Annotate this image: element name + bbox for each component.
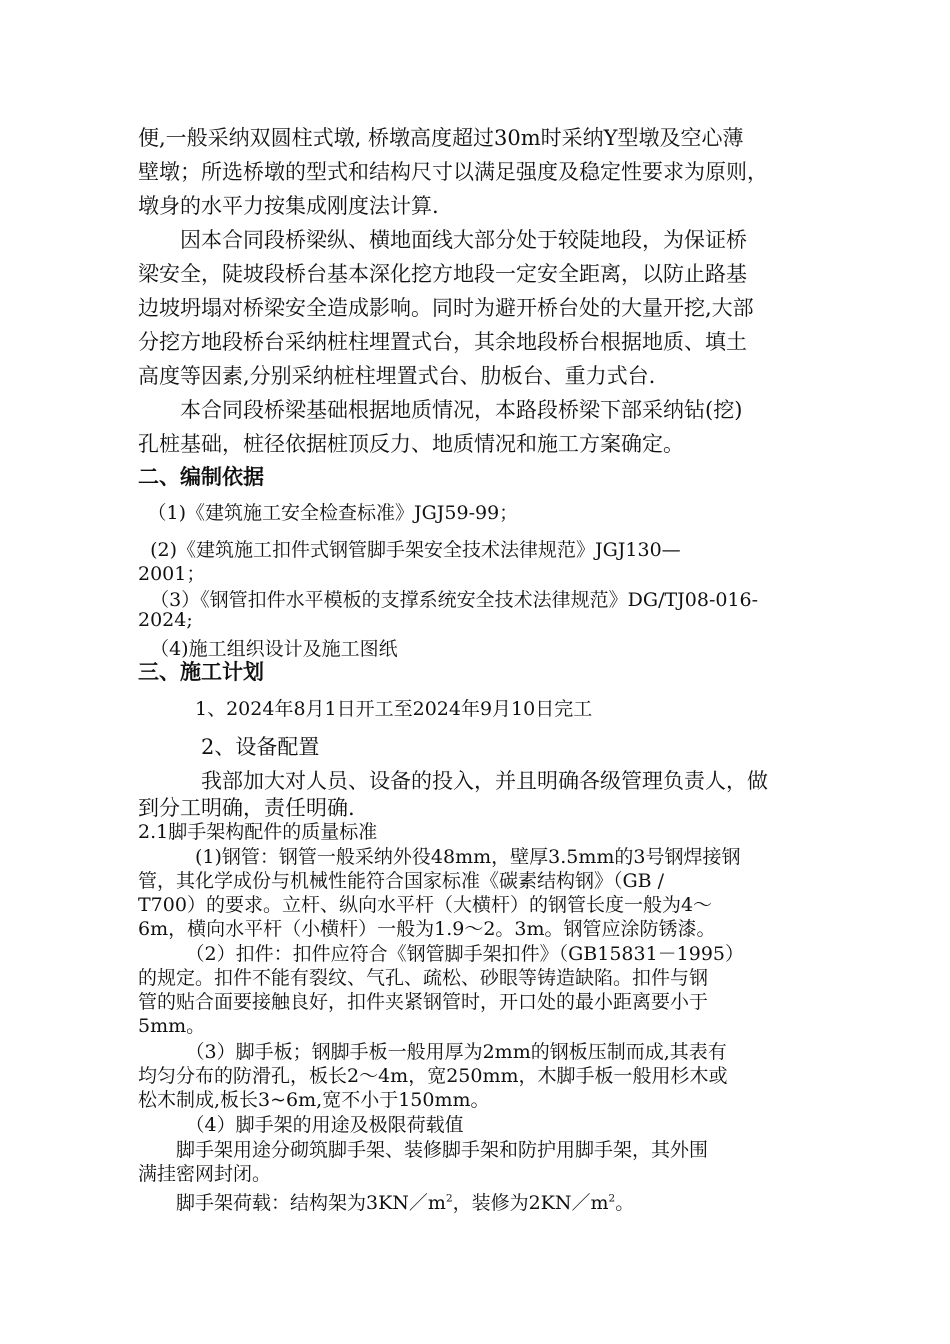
- paragraph-line: 5mm。: [138, 1015, 206, 1037]
- load-text: ，装修为2KN／m: [452, 1192, 609, 1214]
- paragraph-line: （3）脚手板；钢脚手板一般用厚为2mm的钢板压制而成,其表有: [138, 1041, 727, 1063]
- sub-heading: 2.1脚手架构配件的质量标准: [138, 821, 378, 843]
- paragraph-line: 脚手架用途分砌筑脚手架、装修脚手架和防护用脚手架，其外围: [138, 1139, 709, 1161]
- paragraph-line: （2）扣件：扣件应符合《钢管脚手架扣件》（GB15831－1995）: [138, 943, 745, 965]
- paragraph-line: T700）的要求。立杆、纵向水平杆（大横杆）的钢管长度一般为4～: [138, 894, 713, 916]
- paragraph-line: 满挂密网封闭。: [138, 1163, 272, 1185]
- paragraph-line: 边坡坍塌对桥梁安全造成影响。同时为避开桥台处的大量开挖,大部: [138, 296, 754, 320]
- reference-item: 2024;: [138, 609, 193, 631]
- paragraph-line: 我部加大对人员、设备的投入，并且明确各级管理负责人，做: [138, 769, 768, 793]
- paragraph-line: 松木制成,板长3~6m,宽不小于150mm。: [138, 1089, 490, 1111]
- schedule-line: 1、2024年8月1日开工至2024年9月10日完工: [138, 698, 593, 720]
- load-line: [138, 1188, 634, 1215]
- reference-item: (2)《建筑施工扣件式钢管脚手架安全技术法律规范》JGJ130—: [138, 539, 681, 561]
- reference-item: （3）《钢管扣件水平模板的支撑系统安全技术法律规范》DG/TJ08-016-: [138, 589, 759, 611]
- load-text: 。: [615, 1192, 635, 1214]
- paragraph-line: 墩身的水平力按集成刚度法计算.: [138, 194, 439, 218]
- load-text: 脚手架荷载：结构架为3KN／m: [138, 1192, 446, 1214]
- paragraph-line: 便,一般采纳双圆柱式墩, 桥墩高度超过30m时采纳Y型墩及空心薄: [138, 126, 744, 150]
- paragraph-line: 孔桩基础，桩径依据桩顶反力、地质情况和施工方案确定。: [138, 432, 684, 456]
- equipment-title: 2、设备配置: [138, 735, 320, 759]
- reference-item: （4)施工组织设计及施工图纸: [138, 638, 398, 660]
- paragraph-line: 本合同段桥梁基础根据地质情况，本路段桥梁下部采纳钻(挖): [138, 398, 743, 422]
- reference-item: 2001；: [138, 563, 206, 585]
- paragraph-line: 均匀分布的防滑孔，板长2～4m，宽250mm，木脚手板一般用杉木或: [138, 1065, 728, 1087]
- paragraph-line: 管，其化学成份与机械性能符合国家标准《碳素结构钢》（GB /: [138, 870, 665, 892]
- paragraph-line: 的规定。扣件不能有裂纹、气孔、疏松、砂眼等铸造缺陷。扣件与钢: [138, 967, 709, 989]
- paragraph-line: 6m，横向水平杆（小横杆）一般为1.9～2。3m。钢管应涂防锈漆。: [138, 918, 716, 940]
- section-heading: 三、施工计划: [138, 660, 264, 684]
- reference-item: （1)《建筑施工安全检查标准》JGJ59-99；: [138, 502, 519, 524]
- paragraph-line: 因本合同段桥梁纵、横地面线大部分处于较陡地段，为保证桥: [138, 228, 747, 252]
- paragraph-line: 高度等因素,分别采纳桩柱埋置式台、肋板台、重力式台.: [138, 364, 656, 388]
- superscript: 2: [445, 1192, 453, 1205]
- paragraph-line: 管的贴合面要接触良好，扣件夹紧钢管时，开口处的最小距离要小于: [138, 991, 709, 1013]
- paragraph-line: 壁墩；所选桥墩的型式和结构尺寸以满足强度及稳定性要求为原则，: [138, 160, 768, 184]
- section-heading: 二、编制依据: [138, 465, 264, 489]
- paragraph-line: 分挖方地段桥台采纳桩柱埋置式台，其余地段桥台根据地质、填土: [138, 330, 747, 354]
- paragraph-line: 梁安全，陡坡段桥台基本深化挖方地段一定安全距离，以防止路基: [138, 262, 747, 286]
- superscript: 2: [608, 1192, 616, 1205]
- paragraph-line: (1)钢管：钢管一般采纳外役48mm，壁厚3.5mm的3号钢焊接钢: [138, 846, 741, 868]
- paragraph-line: 到分工明确，责任明确.: [138, 796, 355, 820]
- usage-title: （4）脚手架的用途及极限荷载值: [138, 1114, 464, 1136]
